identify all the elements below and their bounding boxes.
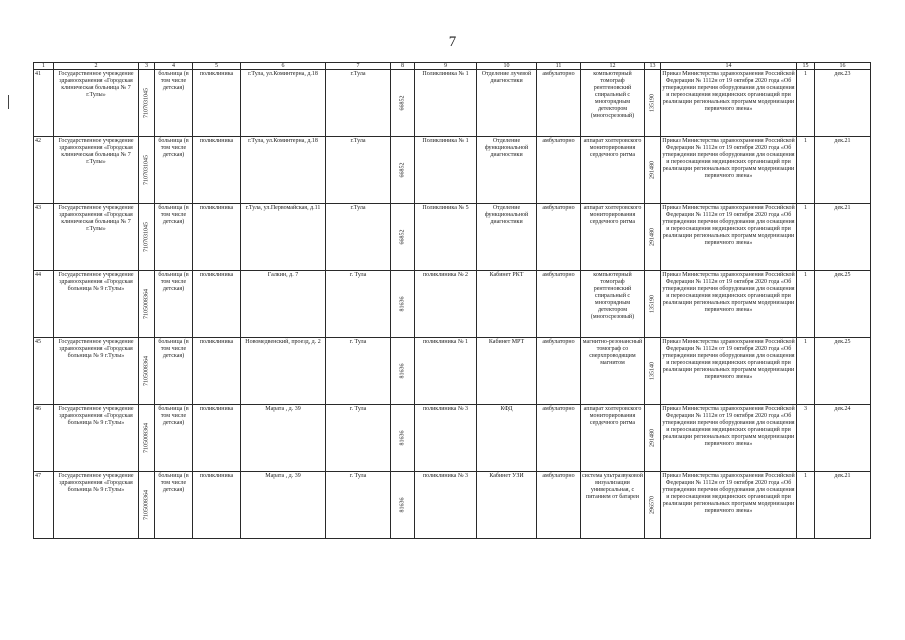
cell-equipment: аппарат холтеровского мониторирования сердечного ритма xyxy=(581,204,645,271)
cell-text: 296570 xyxy=(649,496,655,514)
cell-locality: г.Тула xyxy=(326,137,391,204)
cell-equipment-code xyxy=(645,338,661,405)
cell-locality: г. Тула xyxy=(326,271,391,338)
cell-subdivision: поликлиника № 2 xyxy=(415,271,477,338)
cell-text: 291480 xyxy=(649,429,655,447)
cell-oktmo xyxy=(391,271,415,338)
cell-locality: г. Тула xyxy=(326,338,391,405)
cell-oktmo xyxy=(391,70,415,137)
cell-deadline: дек.25 xyxy=(815,271,871,338)
cell-equipment: аппарат холтеровского мониторирования сердечного ритма xyxy=(581,405,645,472)
cell-unit-type: поликлиника xyxy=(193,472,241,539)
cell-organization: Государственное учреждение здравоохранения «Городская больница № 9 г.Тулы» xyxy=(54,405,139,472)
cell-care-form: амбулаторно xyxy=(537,204,581,271)
cell-deadline: дек.24 xyxy=(815,405,871,472)
table-row xyxy=(34,204,871,271)
cell-num: 46 xyxy=(34,405,54,472)
header-cell-care-form: 11 xyxy=(537,63,581,70)
cell-inn xyxy=(139,405,155,472)
header-cell-oktmo: 8 xyxy=(391,63,415,70)
cell-locality: г.Тула xyxy=(326,204,391,271)
cell-address: г.Тула, ул.Коминтерна, д.18 xyxy=(241,137,326,204)
header-cell-address: 6 xyxy=(241,63,326,70)
cell-oktmo xyxy=(391,405,415,472)
cell-quantity: 1 xyxy=(797,137,815,204)
cell-address: Марата , д. 39 xyxy=(241,472,326,539)
cell-basis-document: Приказ Министерства здравоохранения Российской Федерации № 1112н от 19 октября 2020 года «Об утверждении перечня оборудования для оснащения и переоснащения медицинских организаций при реализации региональных программ модернизации первичного звена» xyxy=(661,338,797,405)
cell-equipment: система ультразвуковой визуализации универсальная, с питанием от батареи xyxy=(581,472,645,539)
cell-num: 45 xyxy=(34,338,54,405)
cell-subdivision: поликлиника № 3 xyxy=(415,405,477,472)
cell-care-form: амбулаторно xyxy=(537,271,581,338)
cell-unit-type: поликлиника xyxy=(193,271,241,338)
cell-basis-document: Приказ Министерства здравоохранения Российской Федерации № 1112н от 19 октября 2020 года «Об утверждении перечня оборудования для оснащения и переоснащения медицинских организаций при реализации региональных программ модернизации первичного звена» xyxy=(661,204,797,271)
cell-basis-document: Приказ Министерства здравоохранения Российской Федерации № 1112н от 19 октября 2020 года «Об утверждении перечня оборудования для оснащения и переоснащения медицинских организаций при реализации региональных программ модернизации первичного звена» xyxy=(661,405,797,472)
cell-text: 66852 xyxy=(399,95,405,111)
cell-organization: Государственное учреждение здравоохранения «Городская больница № 9 г.Тулы» xyxy=(54,338,139,405)
cell-locality: г. Тула xyxy=(326,472,391,539)
header-cell-department: 10 xyxy=(477,63,537,70)
cell-org-type: больница (в том числе детская) xyxy=(155,271,193,338)
cell-equipment-code xyxy=(645,472,661,539)
cell-department: Кабинет МРТ xyxy=(477,338,537,405)
cell-care-form: амбулаторно xyxy=(537,70,581,137)
cell-num: 43 xyxy=(34,204,54,271)
cell-num: 47 xyxy=(34,472,54,539)
cell-department: Отделение лучевой диагностики xyxy=(477,70,537,137)
header-cell-equipment-code: 13 xyxy=(645,63,661,70)
cell-subdivision: Поликлиника № 5 xyxy=(415,204,477,271)
cell-text: 7105008364 xyxy=(143,490,149,520)
cell-address: Новомедвенский, проезд, д. 2 xyxy=(241,338,326,405)
cell-department: Отделение функциональной диагностики xyxy=(477,204,537,271)
header-cell-organization: 2 xyxy=(54,63,139,70)
header-cell-inn: 3 xyxy=(139,63,155,70)
cell-organization: Государственное учреждение здравоохранения «Городская больница № 9 г.Тулы» xyxy=(54,472,139,539)
cell-quantity: 1 xyxy=(797,271,815,338)
cell-equipment-code xyxy=(645,271,661,338)
cell-equipment: магнитно-резонансный томограф со сверхпроводящим магнитом xyxy=(581,338,645,405)
cell-text: 135140 xyxy=(649,362,655,380)
cell-basis-document: Приказ Министерства здравоохранения Российской Федерации № 1112н от 19 октября 2020 года «Об утверждении перечня оборудования для оснащения и переоснащения медицинских организаций при реализации региональных программ модернизации первичного звена» xyxy=(661,137,797,204)
cell-num: 44 xyxy=(34,271,54,338)
cell-text: 135190 xyxy=(649,94,655,112)
page-number: 7 xyxy=(448,34,457,50)
cell-text: 291480 xyxy=(649,161,655,179)
header-cell-unit-type: 5 xyxy=(193,63,241,70)
header-cell-equipment: 12 xyxy=(581,63,645,70)
cell-inn xyxy=(139,137,155,204)
cell-locality: г.Тула xyxy=(326,70,391,137)
header-cell-subdivision: 9 xyxy=(415,63,477,70)
cell-care-form: амбулаторно xyxy=(537,137,581,204)
cell-department: Кабинет РКТ xyxy=(477,271,537,338)
cell-text: 7105008364 xyxy=(143,356,149,386)
cell-equipment-code xyxy=(645,70,661,137)
cell-text: 81636 xyxy=(399,497,405,513)
cell-subdivision: поликлиника № 3 xyxy=(415,472,477,539)
cell-care-form: амбулаторно xyxy=(537,405,581,472)
cell-equipment-code xyxy=(645,204,661,271)
cell-quantity: 1 xyxy=(797,472,815,539)
cell-quantity: 1 xyxy=(797,70,815,137)
header-cell-num: 1 xyxy=(34,63,54,70)
cell-organization: Государственное учреждение здравоохранения «Городская клиническая больница № 7 г.Тулы» xyxy=(54,204,139,271)
cell-deadline: дек.23 xyxy=(815,70,871,137)
cell-org-type: больница (в том числе детская) xyxy=(155,405,193,472)
cell-subdivision: Поликлиника № 1 xyxy=(415,137,477,204)
cell-unit-type: поликлиника xyxy=(193,204,241,271)
cell-department: КФД xyxy=(477,405,537,472)
header-cell-basis-document: 14 xyxy=(661,63,797,70)
cell-subdivision: Поликлиника № 1 xyxy=(415,70,477,137)
cell-quantity: 1 xyxy=(797,338,815,405)
cell-equipment-code xyxy=(645,137,661,204)
cell-text: 291480 xyxy=(649,228,655,246)
cell-address: Марата , д. 39 xyxy=(241,405,326,472)
cell-address: г.Тула, ул.Первомайская, д.11 xyxy=(241,204,326,271)
cell-text: 66852 xyxy=(399,229,405,245)
cell-oktmo xyxy=(391,338,415,405)
cell-text: 81636 xyxy=(399,363,405,379)
cell-text: 81636 xyxy=(399,296,405,312)
cell-inn xyxy=(139,271,155,338)
cell-deadline: дек.21 xyxy=(815,137,871,204)
cell-care-form: амбулаторно xyxy=(537,338,581,405)
cell-basis-document: Приказ Министерства здравоохранения Российской Федерации № 1112н от 19 октября 2020 года «Об утверждении перечня оборудования для оснащения и переоснащения медицинских организаций при реализации региональных программ модернизации первичного звена» xyxy=(661,70,797,137)
cell-unit-type: поликлиника xyxy=(193,405,241,472)
cell-quantity: 1 xyxy=(797,204,815,271)
cell-address: г.Тула, ул.Коминтерна, д.18 xyxy=(241,70,326,137)
cell-organization: Государственное учреждение здравоохранения «Городская клиническая больница № 7 г.Тулы» xyxy=(54,137,139,204)
cell-subdivision: поликлиника № 1 xyxy=(415,338,477,405)
cell-inn xyxy=(139,204,155,271)
table-row xyxy=(34,405,871,472)
cell-text: 7107031045 xyxy=(143,155,149,185)
table-row xyxy=(34,137,871,204)
cell-num: 42 xyxy=(34,137,54,204)
header-cell-org-type: 4 xyxy=(155,63,193,70)
cell-locality: г. Тула xyxy=(326,405,391,472)
cell-org-type: больница (в том числе детская) xyxy=(155,70,193,137)
cell-text: 7107031045 xyxy=(143,88,149,118)
header-cell-deadline: 16 xyxy=(815,63,871,70)
equipment-table xyxy=(33,62,871,539)
cell-org-type: больница (в том числе детская) xyxy=(155,338,193,405)
table-row xyxy=(34,271,871,338)
cell-unit-type: поликлиника xyxy=(193,137,241,204)
cell-care-form: амбулаторно xyxy=(537,472,581,539)
cell-equipment: аппарат холтеровского мониторирования сердечного ритма xyxy=(581,137,645,204)
header-cell-locality: 7 xyxy=(326,63,391,70)
cell-text: 135190 xyxy=(649,295,655,313)
cell-inn xyxy=(139,472,155,539)
cell-text: 7105008364 xyxy=(143,289,149,319)
cell-address: Галкин, д. 7 xyxy=(241,271,326,338)
header-cell-quantity: 15 xyxy=(797,63,815,70)
cell-organization: Государственное учреждение здравоохранения «Городская клиническая больница № 7 г.Тулы» xyxy=(54,70,139,137)
cell-oktmo xyxy=(391,204,415,271)
cell-deadline: дек.21 xyxy=(815,204,871,271)
cell-equipment: компьютерный томограф рентгеновский спиральный с многорядным детектором (многосрезовый) xyxy=(581,70,645,137)
cell-equipment: компьютерный томограф рентгеновский спиральный с многорядным детектором (многосрезовый) xyxy=(581,271,645,338)
cell-deadline: дек.25 xyxy=(815,338,871,405)
cell-text: 66852 xyxy=(399,162,405,178)
header-row xyxy=(34,63,871,70)
cell-unit-type: поликлиника xyxy=(193,70,241,137)
binder-mark xyxy=(8,95,9,109)
cell-equipment-code xyxy=(645,405,661,472)
cell-oktmo xyxy=(391,137,415,204)
cell-org-type: больница (в том числе детская) xyxy=(155,472,193,539)
cell-basis-document: Приказ Министерства здравоохранения Российской Федерации № 1112н от 19 октября 2020 года «Об утверждении перечня оборудования для оснащения и переоснащения медицинских организаций при реализации региональных программ модернизации первичного звена» xyxy=(661,472,797,539)
cell-department: Кабинет УЗИ xyxy=(477,472,537,539)
cell-org-type: больница (в том числе детская) xyxy=(155,137,193,204)
cell-unit-type: поликлиника xyxy=(193,338,241,405)
table-row xyxy=(34,472,871,539)
cell-quantity: 3 xyxy=(797,405,815,472)
cell-inn xyxy=(139,338,155,405)
cell-text: 7107031045 xyxy=(143,222,149,252)
cell-text: 7105008364 xyxy=(143,423,149,453)
cell-basis-document: Приказ Министерства здравоохранения Российской Федерации № 1112н от 19 октября 2020 года «Об утверждении перечня оборудования для оснащения и переоснащения медицинских организаций при реализации региональных программ модернизации первичного звена» xyxy=(661,271,797,338)
cell-num: 41 xyxy=(34,70,54,137)
table-row xyxy=(34,338,871,405)
cell-organization: Государственное учреждение здравоохранения «Городская больница № 9 г.Тулы» xyxy=(54,271,139,338)
table-row xyxy=(34,70,871,137)
cell-oktmo xyxy=(391,472,415,539)
cell-inn xyxy=(139,70,155,137)
cell-text: 81636 xyxy=(399,430,405,446)
cell-deadline: дек.21 xyxy=(815,472,871,539)
cell-org-type: больница (в том числе детская) xyxy=(155,204,193,271)
cell-department: Отделение функциональной диагностики xyxy=(477,137,537,204)
